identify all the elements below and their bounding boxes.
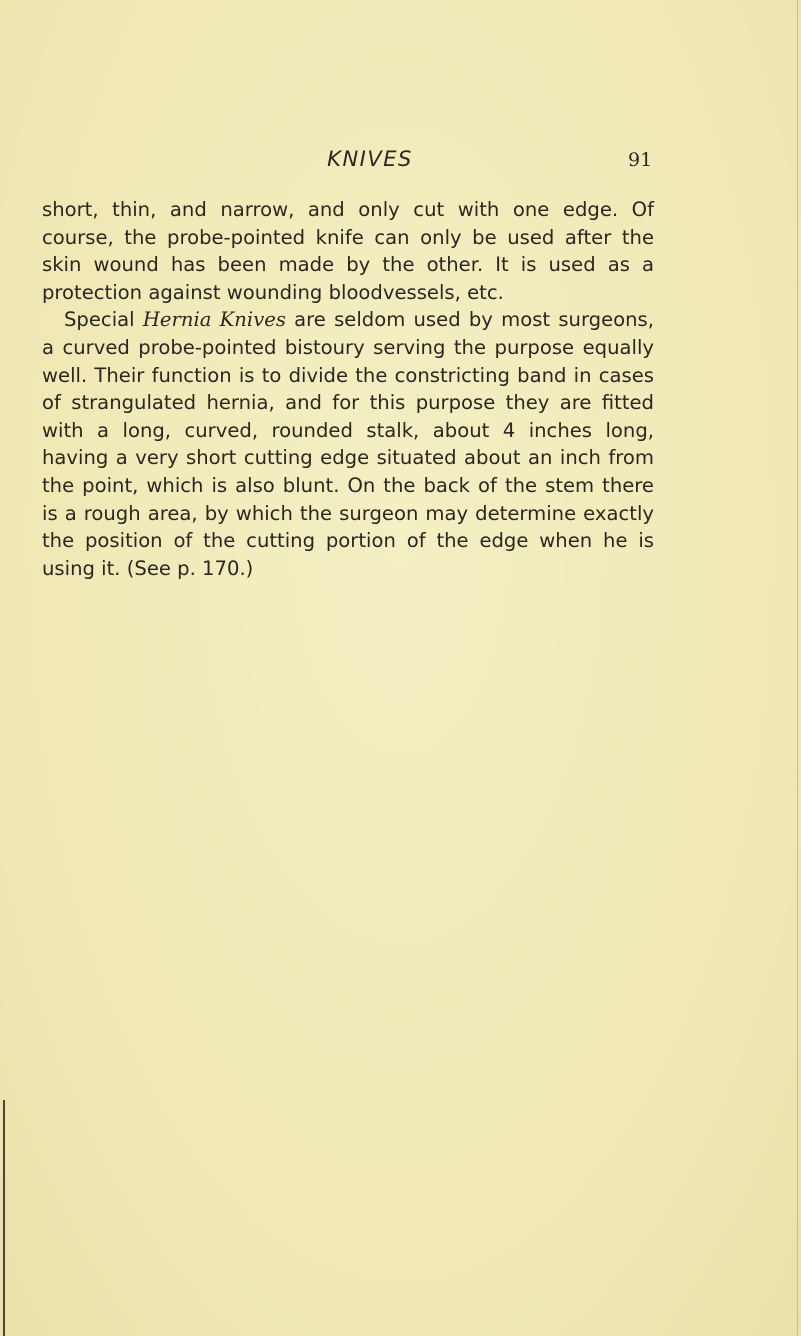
paragraph-2-rest: are seldom used by most surgeons, a curved probe-pointed bistoury serving the purpose equally well. Their function is to divide the constricting band in cases of strangulated hernia, and for this purpose they are fitted with a long, curved, rounded stalk, about 4 inches long, having a very short cutting edge situated about an inch from the point, which is also blunt. On the back of the stem there is a rough area, by which the surgeon may determine exactly the position of the cutting portion of the edge when he is using it. (See p. 170.) (42, 308, 654, 580)
page-number: 91 (628, 149, 653, 171)
hernia-knives-term: Hernia Knives (142, 308, 286, 332)
paragraph-1: short, thin, and narrow, and only cut with one edge. Of course, the probe-pointed knife can only be used after the skin wound has been made by the other. It is used as a protection against wounding bloodvessels, etc. (42, 198, 654, 304)
page-edge-shadow (797, 0, 798, 1336)
paragraph-2 (42, 306, 654, 582)
paragraph-2-lead: Special (64, 308, 143, 332)
running-head (0, 147, 801, 175)
running-title: KNIVES (327, 147, 413, 171)
binding-edge-line (3, 1100, 5, 1336)
body-text (42, 196, 654, 582)
